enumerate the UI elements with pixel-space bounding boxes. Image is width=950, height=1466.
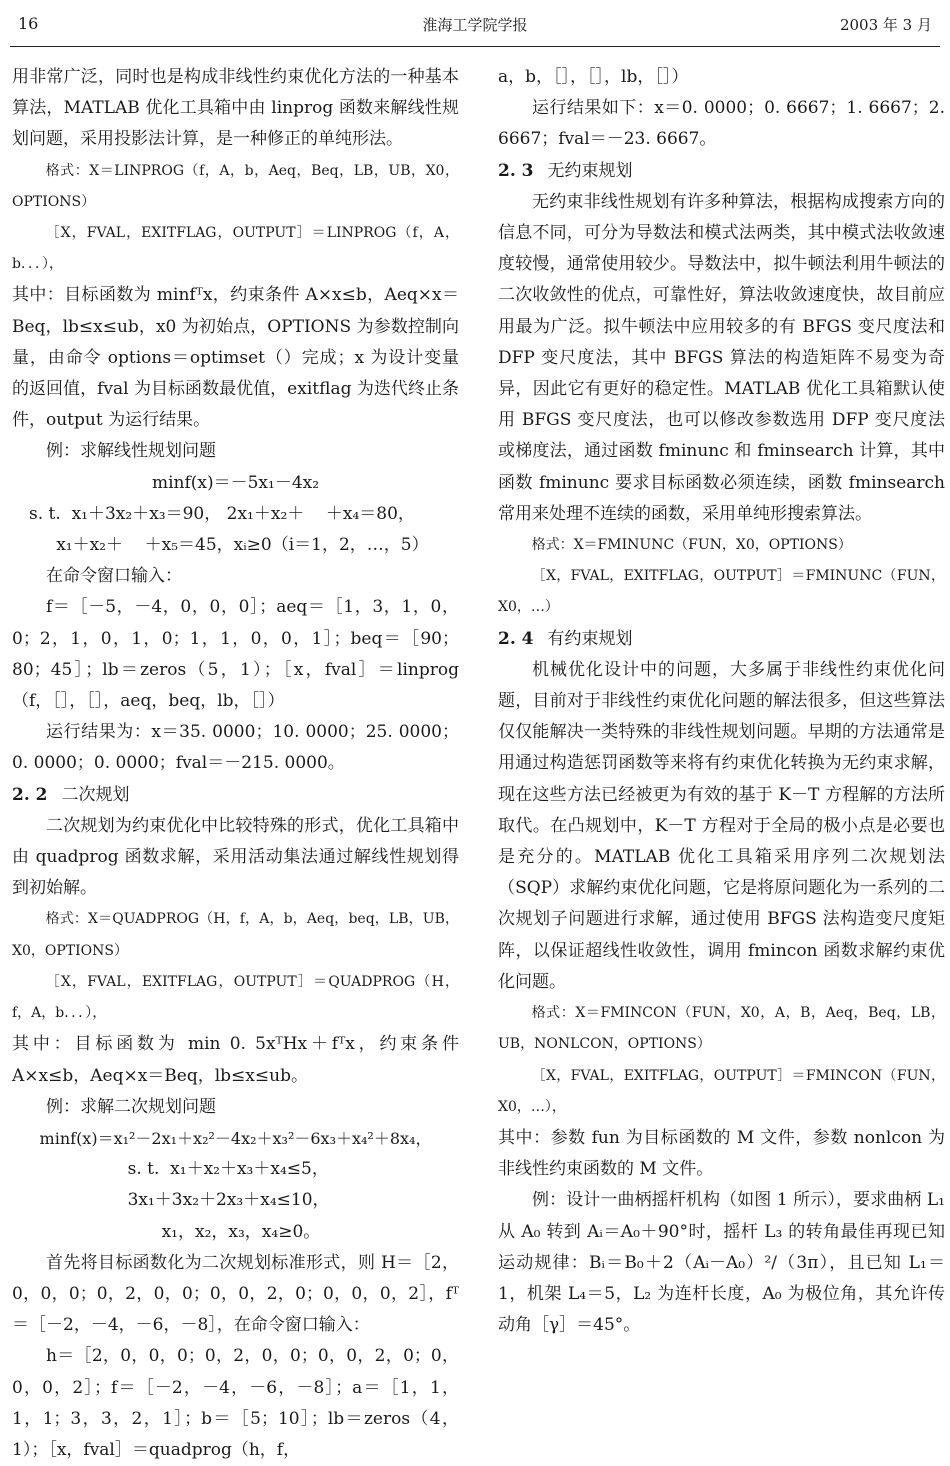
equation: minf(x)＝x₁²－2x₁＋x₂²－4x₂＋x₃²－6x₃＋x₄²＋8x₄， xyxy=(39,1128,432,1148)
section-number: 2. 3 xyxy=(498,160,534,181)
paragraph: 二次规划为约束优化中比较特殊的形式，优化工具箱中由 quadprog 函数求解，采用活动集法通过解线性规划得到初始解。 xyxy=(12,815,459,899)
issue-date: 2003 年 3 月 xyxy=(839,16,932,34)
equation: x₁，x₂，x₃，x₄≥0。 xyxy=(161,1221,321,1242)
section-title: 二次规划 xyxy=(61,784,130,805)
paragraph: 在命令窗口输入： xyxy=(46,566,182,587)
section-title: 有约束规划 xyxy=(547,628,633,649)
paragraph: 其中：目标函数为 minfᵀx，约束条件 A×x≤b，Aeq×x＝Beq，lb≤x≤ub，x0 为初始点，OPTIONS 为参数控制向量，由命令 options＝optimset（）完成；x 为设计变量的返回值，fval 为目标函数最优值，exitflag 为迭代终止条件，output 为运行结果。 xyxy=(12,285,459,431)
syntax-line: ［X，FVAL，EXITFLAG，OUTPUT］＝QUADPROG（H，f，A，b．．．）， xyxy=(12,973,459,1022)
paragraph: 例：求解二次规划问题 xyxy=(46,1096,216,1117)
syntax-line: ［X，FVAL，EXITFLAG，OUTPUT］＝FMINUNC（FUN，X0，…） xyxy=(498,568,945,616)
equation: minf(x)＝－5x₁－4x₂ xyxy=(151,472,320,493)
section-number: 2. 2 xyxy=(12,784,48,805)
paragraph: 其中：参数 fun 为目标函数的 M 文件，参数 nonlcon 为非线性约束函数的 M 文件。 xyxy=(498,1127,945,1180)
paragraph: 例：求解线性规划问题 xyxy=(46,441,216,462)
section-heading xyxy=(12,780,459,811)
section-title: 无约束规划 xyxy=(547,160,633,181)
equation: 3x₁＋3x₂＋2x₃＋x₄≤10， xyxy=(127,1190,330,1211)
paragraph: 用非常广泛，同时也是构成非线性约束优化方法的一种基本算法，MATLAB 优化工具箱中由 linprog 函数来解线性规划问题，采用投影法计算，是一种修正的单纯形法。 xyxy=(12,67,459,150)
section-number: 2. 4 xyxy=(498,628,534,649)
section-heading xyxy=(498,624,945,655)
syntax-line: ［X，FVAL，EXITFLAG，OUTPUT］＝FMINCON（FUN，X0，…）， xyxy=(498,1067,945,1115)
page-header xyxy=(0,0,950,50)
code-paragraph: f＝［－5，－4，0，0，0］；aeq＝［1，3，1，0，0；2，1，0，1，0；1，1，0，0，1］；beq＝［90；80；45］；lb＝zeros（5，1）；［x，fval］＝linprog（f，［］，［］，aeq，beq，lb，［］） xyxy=(12,597,459,712)
paragraph: 运行结果为：x＝35. 0000；10. 0000；25. 0000；0. 0000；0. 0000；fval＝－215. 0000。 xyxy=(12,722,459,774)
header-rule xyxy=(10,46,940,47)
syntax-line: 格式：X＝FMINCON（FUN，X0，A，B，Aeq，Beq，LB，UB，NONLCON，OPTIONS） xyxy=(498,1005,945,1053)
equation: s. t. x₁＋x₂＋x₃＋x₄≤5， xyxy=(127,1159,329,1180)
syntax-line: ［X，FVAL，EXITFLAG，OUTPUT］＝LINPROG（f，A，b．．．）， xyxy=(12,225,459,273)
code-paragraph: a，b，［］，［］，lb，［］） xyxy=(498,67,689,87)
syntax-line: 格式：X＝FMINUNC（FUN，X0，OPTIONS） xyxy=(531,537,852,554)
equation: x₁＋x₂＋ ＋x₅＝45，xᵢ≥0（i＝1，2，…，5） xyxy=(56,535,429,556)
paragraph: 运行结果如下：x＝0. 0000；0. 6667；1. 6667；2. 6667；fval＝－23. 6667。 xyxy=(498,98,950,150)
right-column xyxy=(498,62,950,1341)
paragraph: 无约束非线性规划有许多种算法，根据构成搜索方向的信息不同，可分为导数法和模式法两类，其中模式法收敛速度较慢，通常使用较少。导数法中，拟牛顿法利用牛顿法的二次收敛性的优点，可靠性好，算法收敛速度快，故目前应用最为广泛。拟牛顿法中应用较多的有 BFGS 变尺度法和 DFP 变尺度法，其中 BFGS 算法的构造矩阵不易变为奇异，因此它有更好的稳定性。MATLAB 优化工具箱默认使用 BFGS 变尺度法，也可以修改参数选用 DFP 变尺度法或梯度法，通过函数 fminunc 和 fminsearch 计算，其中函数 fminunc 要求目标函数必须连续，函数 fminsearch 常用来处理不连续的函数，采用单纯形搜索算法。 xyxy=(498,191,950,524)
left-column xyxy=(12,62,465,1466)
syntax-line: 格式：X＝LINPROG（f，A，b，Aeq，Beq，LB，UB，X0，OPTIONS） xyxy=(12,162,459,210)
code-paragraph: h＝［2，0，0，0；0，2，0，0；0，0，2，0；0，0，0，2］；f＝［－2，－4，－6，－8］；a＝［1，1，1，1；3，3，2，1］；b＝［5；10］；lb＝zeros（4，1）；［x，fval］＝quadprog（h，f， xyxy=(12,1346,459,1460)
paragraph: 首先将目标函数化为二次规划标准形式，则 H＝［2，0，0，0；0，2，0，0；0，0，2，0；0，0，0，2］，fᵀ＝［－2，－4，－6，－8］，在命令窗口输入： xyxy=(12,1252,459,1336)
syntax-line: 格式：X＝QUADPROG（H，f，A，b，Aeq，beq，LB，UB，X0，OPTIONS） xyxy=(12,911,459,959)
section-heading xyxy=(498,156,945,187)
page-number: 16 xyxy=(18,14,39,33)
paragraph: 其中：目标函数为 min 0. 5xᵀHx＋fᵀx，约束条件 A×x≤b，Aeq×x＝Beq，lb≤x≤ub。 xyxy=(12,1034,465,1086)
paragraph: 机械优化设计中的问题，大多属于非线性约束优化问题，目前对于非线性约束优化问题的解法很多，但这些算法仅仅能解决一类特殊的非线性规划问题。早期的方法通常是用通过构造惩罚函数等来将有约束优化转换为无约束求解，现在这些方法已经被更为有效的基于 K－T 方程解的方法所取代。在凸规划中，K－T 方程对于全局的极小点是必要也是充分的。MATLAB 优化工具箱采用序列二次规划法（SQP）求解约束优化问题，它是将原问题化为一系列的二次规划子问题进行求解，通过使用 BFGS 法构造变尺度矩阵，以保证超线性收敛性，调用 fmincon 函数求解约束优化问题。 xyxy=(498,659,945,992)
paragraph: 例：设计一曲柄摇杆机构（如图 1 所示），要求曲柄 L₁ 从 A₀ 转到 Aᵢ＝A₀＋90°时，摇杆 L₃ 的转角最佳再现已知运动规律：Bᵢ＝B₀＋2（Aᵢ－A₀）²/（3π），且已知 L₁＝1，机架 L₄＝5，L₂ 为连杆长度，A₀ 为极位角，其允许传动角［γ］＝45°。 xyxy=(498,1190,950,1336)
equation: s. t. x₁＋3x₂＋x₃＝90， 2x₁＋x₂＋ ＋x₄＝80， xyxy=(29,503,415,524)
journal-title: 淮海工学院学报 xyxy=(422,16,528,34)
